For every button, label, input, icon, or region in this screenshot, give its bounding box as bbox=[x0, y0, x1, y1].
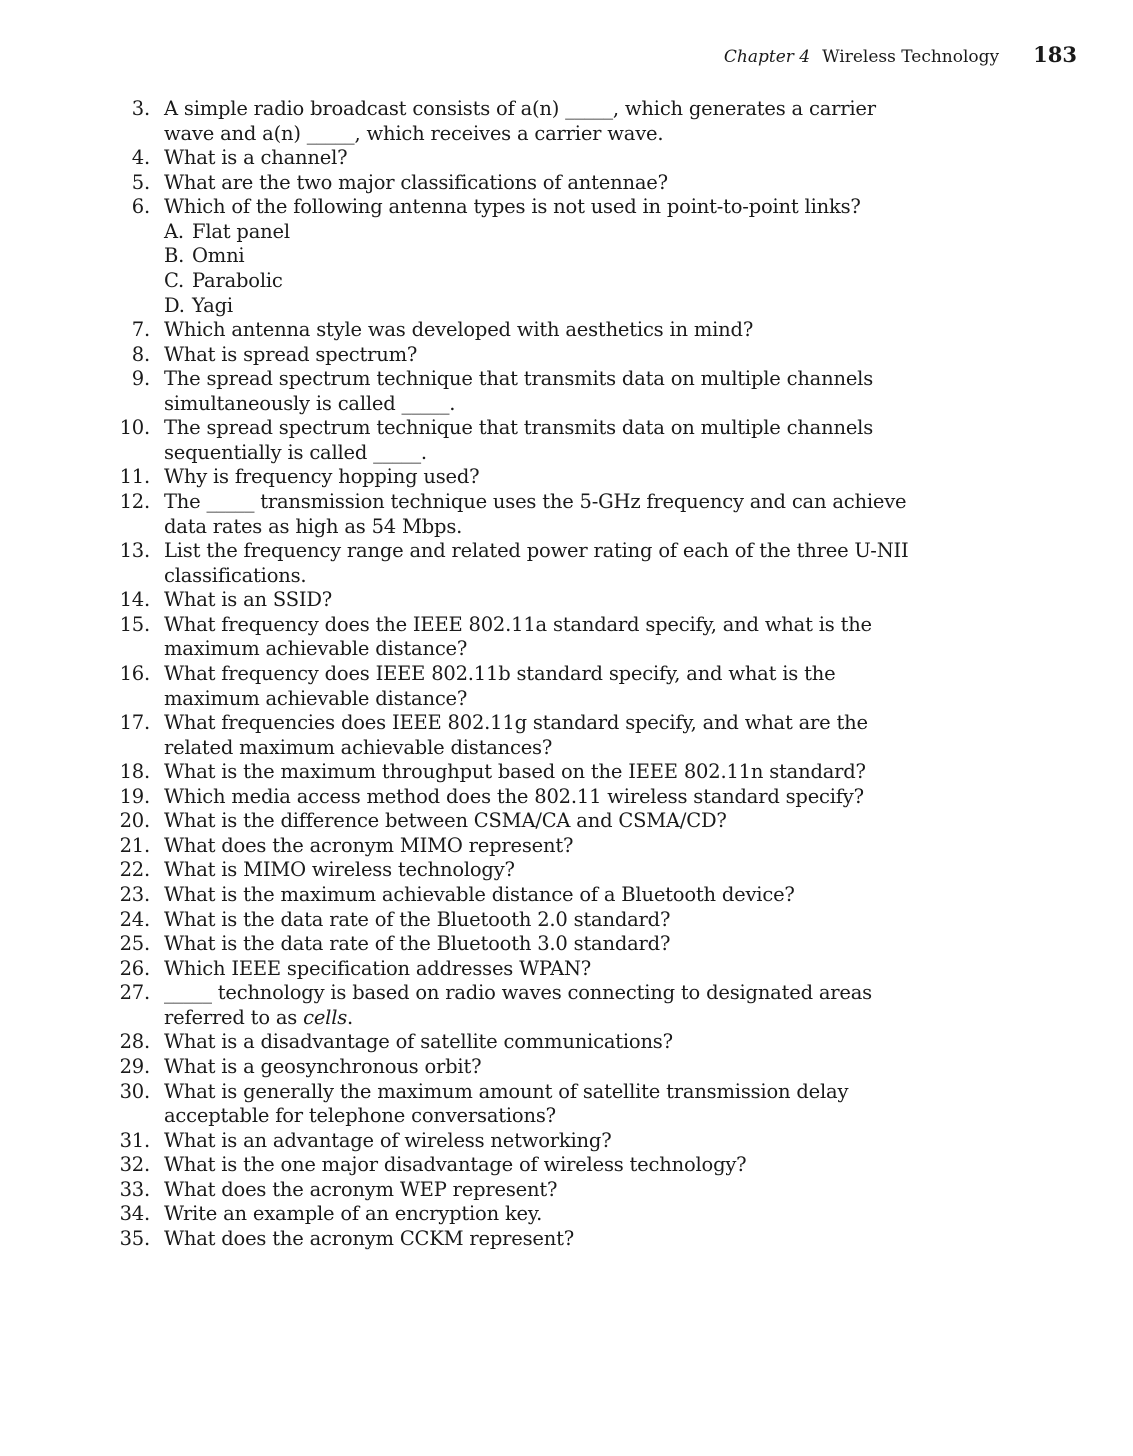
question-number: 9. bbox=[131, 367, 150, 391]
question-item bbox=[0, 1055, 1133, 1080]
question-number: 33. bbox=[119, 1177, 150, 1201]
question-text-line: maximum achievable distance? bbox=[164, 637, 468, 661]
question-item bbox=[0, 908, 1133, 933]
question-item bbox=[0, 146, 1133, 171]
question-text-line: What does the acronym MIMO represent? bbox=[164, 833, 574, 857]
answer-option bbox=[0, 269, 1133, 294]
question-text-line: Why is frequency hopping used? bbox=[164, 465, 480, 489]
question-item bbox=[0, 416, 1133, 465]
question-text-line: Write an example of an encryption key. bbox=[164, 1202, 543, 1226]
question-item bbox=[0, 171, 1133, 196]
question-item bbox=[0, 465, 1133, 490]
question-text-line: What is a disadvantage of satellite communications? bbox=[164, 1030, 673, 1054]
question-text-line: What does the acronym WEP represent? bbox=[164, 1177, 558, 1201]
question-text-line: The spread spectrum technique that transmits data on multiple channels bbox=[164, 416, 874, 440]
question-text-line: simultaneously is called _____. bbox=[164, 391, 456, 415]
question-item bbox=[0, 760, 1133, 785]
question-item bbox=[0, 932, 1133, 957]
question-text-line: What is a geosynchronous orbit? bbox=[164, 1054, 482, 1078]
question-item bbox=[0, 318, 1133, 343]
question-text-line: What is the maximum throughput based on the IEEE 802.11n standard? bbox=[164, 760, 866, 784]
question-text-line: What is generally the maximum amount of satellite transmission delay bbox=[164, 1079, 849, 1103]
question-item bbox=[0, 1227, 1133, 1252]
answer-option bbox=[0, 220, 1133, 245]
question-text-line: acceptable for telephone conversations? bbox=[164, 1104, 556, 1128]
question-item bbox=[0, 785, 1133, 810]
question-item bbox=[0, 858, 1133, 883]
question-number: 21. bbox=[119, 833, 150, 857]
question-item bbox=[0, 1080, 1133, 1129]
chapter-title: Wireless Technology bbox=[822, 47, 1000, 67]
question-number: 14. bbox=[119, 588, 150, 612]
question-text-line bbox=[0, 1006, 1133, 1031]
question-number: 24. bbox=[119, 907, 150, 931]
question-text-line: What is a channel? bbox=[164, 146, 348, 170]
question-item bbox=[0, 343, 1133, 368]
question-number: 11. bbox=[119, 465, 150, 489]
question-number: 18. bbox=[119, 760, 150, 784]
answer-option bbox=[0, 244, 1133, 269]
answer-option bbox=[0, 294, 1133, 319]
question-number: 7. bbox=[131, 318, 150, 342]
question-text-line: What frequencies does IEEE 802.11g standard specify, and what are the bbox=[164, 711, 868, 735]
question-item bbox=[0, 1129, 1133, 1154]
question-number: 34. bbox=[119, 1202, 150, 1226]
question-text-line: What is the one major disadvantage of wireless technology? bbox=[164, 1153, 747, 1177]
question-number: 20. bbox=[119, 809, 150, 833]
question-item bbox=[0, 613, 1133, 662]
question-number: 35. bbox=[119, 1226, 150, 1250]
question-number: 22. bbox=[119, 858, 150, 882]
question-number: 10. bbox=[119, 416, 150, 440]
question-item bbox=[0, 662, 1133, 711]
question-text-line: What is the maximum achievable distance of a Bluetooth device? bbox=[164, 883, 795, 906]
question-text-line: What does the acronym CCKM represent? bbox=[164, 1226, 575, 1250]
question-number: 8. bbox=[131, 342, 150, 366]
question-item bbox=[0, 1153, 1133, 1178]
running-header bbox=[724, 42, 1077, 67]
option-text: Omni bbox=[192, 244, 245, 268]
question-number: 27. bbox=[119, 981, 150, 1005]
question-number: 12. bbox=[119, 490, 150, 513]
question-text-line: Which media access method does the 802.11 wireless standard specify? bbox=[164, 784, 864, 808]
question-item bbox=[0, 957, 1133, 982]
question-item bbox=[0, 97, 1133, 146]
page-number: 183 bbox=[1033, 42, 1077, 67]
question-text-line: classifications. bbox=[164, 563, 307, 587]
question-item bbox=[0, 711, 1133, 760]
question-number: 3. bbox=[131, 97, 150, 120]
question-text-line: data rates as high as 54 Mbps. bbox=[164, 514, 463, 538]
question-item bbox=[0, 981, 1133, 1030]
question-number: 16. bbox=[119, 661, 150, 685]
option-text: Parabolic bbox=[192, 268, 283, 292]
question-item bbox=[0, 1178, 1133, 1203]
question-number: 26. bbox=[119, 956, 150, 980]
question-text-line: What is MIMO wireless technology? bbox=[164, 858, 515, 882]
question-number: 15. bbox=[119, 612, 150, 636]
question-text-line: related maximum achievable distances? bbox=[164, 735, 553, 759]
question-text-line: What is the difference between CSMA/CA and CSMA/CD? bbox=[164, 809, 727, 833]
question-item bbox=[0, 834, 1133, 859]
question-text-line: wave and a(n) _____, which receives a carrier wave. bbox=[164, 121, 664, 145]
question-item bbox=[0, 490, 1133, 539]
option-letter: D. bbox=[164, 293, 185, 317]
chapter-label: Chapter 4 bbox=[723, 47, 811, 67]
question-text-line: Which antenna style was developed with aesthetics in mind? bbox=[164, 318, 754, 342]
question-number: 17. bbox=[119, 711, 150, 735]
question-number: 29. bbox=[119, 1054, 150, 1078]
question-number: 25. bbox=[119, 932, 150, 956]
question-item bbox=[0, 883, 1133, 908]
question-number: 6. bbox=[131, 195, 150, 219]
question-text-line: The _____ transmission technique uses the 5-GHz frequency and can achieve bbox=[164, 490, 907, 513]
text-segment: referred to as bbox=[164, 1005, 304, 1029]
option-text: Yagi bbox=[192, 293, 233, 317]
option-letter: A. bbox=[164, 219, 184, 243]
question-number: 30. bbox=[119, 1079, 150, 1103]
question-text-line: sequentially is called _____. bbox=[164, 440, 427, 464]
question-text-line: What frequency does the IEEE 802.11a standard specify, and what is the bbox=[164, 612, 872, 636]
question-item bbox=[0, 195, 1133, 318]
review-questions-list bbox=[0, 97, 1133, 1251]
question-number: 4. bbox=[131, 146, 150, 170]
question-text-line: The spread spectrum technique that transmits data on multiple channels bbox=[164, 367, 874, 391]
option-text: Flat panel bbox=[192, 219, 290, 243]
question-number: 19. bbox=[119, 784, 150, 808]
question-number: 23. bbox=[119, 883, 150, 906]
question-number: 31. bbox=[119, 1128, 150, 1152]
question-number: 32. bbox=[119, 1153, 150, 1177]
question-text-line: maximum achievable distance? bbox=[164, 686, 468, 710]
question-text-line: _____ technology is based on radio waves connecting to designated areas bbox=[164, 981, 872, 1005]
question-text-line: Which of the following antenna types is not used in point-to-point links? bbox=[164, 195, 861, 219]
question-number: 28. bbox=[119, 1030, 150, 1054]
question-text-line: A simple radio broadcast consists of a(n) _____, which generates a carrier bbox=[164, 97, 876, 120]
question-text-line: What is the data rate of the Bluetooth 2.0 standard? bbox=[164, 907, 671, 931]
question-item bbox=[0, 367, 1133, 416]
option-letter: B. bbox=[164, 244, 185, 268]
question-text-line: What is an advantage of wireless networking? bbox=[164, 1128, 612, 1152]
question-item bbox=[0, 1202, 1133, 1227]
question-item bbox=[0, 588, 1133, 613]
question-item bbox=[0, 1030, 1133, 1055]
option-letter: C. bbox=[164, 268, 185, 292]
question-number: 13. bbox=[119, 539, 150, 563]
question-text-line: What is the data rate of the Bluetooth 3.0 standard? bbox=[164, 932, 671, 956]
question-text-line: What frequency does IEEE 802.11b standard specify, and what is the bbox=[164, 661, 836, 685]
italic-term: cells bbox=[303, 1005, 348, 1029]
question-text-line: What is an SSID? bbox=[164, 588, 333, 612]
question-text-line: Which IEEE specification addresses WPAN? bbox=[164, 956, 592, 980]
question-item bbox=[0, 539, 1133, 588]
question-item bbox=[0, 809, 1133, 834]
question-number: 5. bbox=[131, 170, 150, 194]
question-text-line: List the frequency range and related power rating of each of the three U-NII bbox=[164, 539, 909, 563]
question-text-line: What are the two major classifications of antennae? bbox=[164, 170, 668, 194]
question-text-line: What is spread spectrum? bbox=[164, 342, 418, 366]
text-segment: . bbox=[347, 1005, 354, 1029]
